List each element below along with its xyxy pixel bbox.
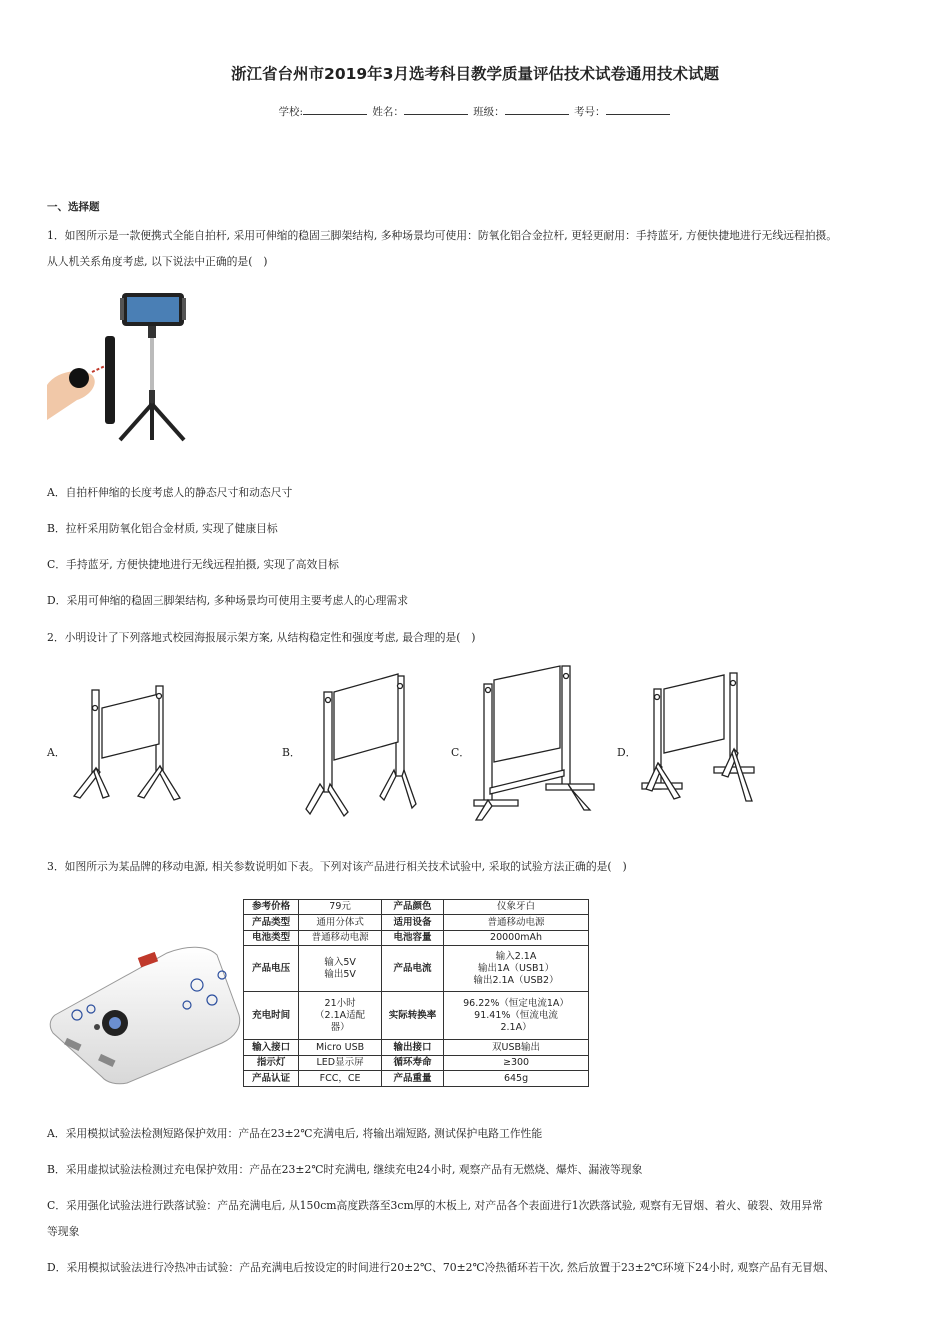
spec-value: ≥300	[444, 1055, 589, 1070]
spec-row	[244, 946, 589, 991]
q1-option-d[interactable]: D．采用可伸缩的稳固三脚架结构, 多种场景均可使用主要考虑人的心理需求	[47, 594, 409, 607]
spec-key: 电池容量	[381, 930, 443, 945]
spec-table	[243, 899, 589, 1087]
class-blank[interactable]	[505, 104, 569, 115]
spec-value: Micro USB	[299, 1040, 382, 1055]
spec-key: 实际转换率	[381, 991, 443, 1040]
school-label: 学校:	[278, 106, 303, 118]
selfie-stick-image	[47, 290, 192, 445]
spec-value: 输入5V 输出5V	[299, 946, 382, 991]
spec-key: 产品电流	[381, 946, 443, 991]
q3-option-c[interactable]: C．采用强化试验法进行跌落试验：产品充满电后, 从150cm高度跌落至3cm厚的木板上, 对产品各个表面进行1次跌落试验, 观察有无冒烟、着火、破裂、效用异常	[47, 1199, 823, 1212]
spec-value: 79元	[299, 900, 382, 915]
page-title: 浙江省台州市2019年3月选考科目教学质量评估技术试卷通用技术试题	[231, 65, 719, 83]
q1-stem-line1: 1．如图所示是一款便携式全能自拍杆, 采用可伸缩的稳固三脚架结构, 多种场景均可使用：防氧化铝合金拉杆, 更轻更耐用：手持蓝牙, 方便快捷地进行无线远程拍摄。	[47, 229, 838, 242]
q3-option-b[interactable]: B．采用虚拟试验法检测过充电保护效用：产品在23±2℃时充满电, 继续充电24小时, 观察产品有无燃烧、爆炸、漏液等现象	[47, 1163, 643, 1176]
spec-value: 输入2.1A 输出1A（USB1） 输出2.1A（USB2）	[444, 946, 589, 991]
stand-option-c	[468, 660, 600, 822]
q1-stem-line2: 从人机关系角度考虑, 以下说法中正确的是( )	[47, 255, 268, 268]
power-bank-body	[50, 947, 239, 1084]
spec-value: 通用分体式	[299, 915, 382, 930]
power-bank-image	[47, 945, 247, 1085]
q2-option-d-label[interactable]: D．	[617, 746, 637, 759]
spec-key: 参考价格	[244, 900, 299, 915]
q2-option-a-label[interactable]: A．	[47, 746, 66, 759]
q3-stem: 3．如图所示为某品牌的移动电源, 相关参数说明如下表。下列对该产品进行相关技术试验中, 采取的试验方法正确的是( )	[47, 860, 627, 873]
spec-value: 仪象牙白	[444, 900, 589, 915]
spec-value: 普通移动电源	[444, 915, 589, 930]
q2-stem: 2．小明设计了下列落地式校园海报展示架方案, 从结构稳定性和强度考虑, 最合理的是( )	[47, 631, 476, 644]
q3-option-d[interactable]: D．采用模拟试验法进行冷热冲击试验：产品充满电后按设定的时间进行20±2℃、70±2℃冷热循环若干次, 然后放置于23±2℃环境下24小时, 观察产品有无冒烟、	[47, 1261, 835, 1274]
spec-row	[244, 1071, 589, 1087]
q3-option-c-cont: 等现象	[47, 1225, 80, 1238]
spec-key: 循环寿命	[381, 1055, 443, 1070]
spec-key: 充电时间	[244, 991, 299, 1040]
q1-option-c[interactable]: C．手持蓝牙, 方便快捷地进行无线远程拍摄, 实现了高效目标	[47, 558, 339, 571]
spec-row	[244, 1055, 589, 1070]
folded-stick	[105, 336, 115, 424]
spec-value: 96.22%（恒定电流1A） 91.41%（恒流电流 2.1A）	[444, 991, 589, 1040]
bluetooth-remote	[69, 368, 89, 388]
spec-value: 20000mAh	[444, 930, 589, 945]
school-blank[interactable]	[303, 104, 367, 115]
spec-row	[244, 900, 589, 915]
spec-key: 输入接口	[244, 1040, 299, 1055]
stand-option-d	[632, 667, 757, 807]
exam-no-blank[interactable]	[606, 104, 670, 115]
spec-value: 645g	[444, 1071, 589, 1087]
spec-key: 产品认证	[244, 1071, 299, 1087]
q1-option-b[interactable]: B．拉杆采用防氧化铝合金材质, 实现了健康目标	[47, 522, 278, 535]
q2-option-b-label[interactable]: B．	[282, 746, 301, 759]
spec-key: 产品类型	[244, 915, 299, 930]
q2-option-c-label[interactable]: C．	[451, 746, 471, 759]
spec-row	[244, 915, 589, 930]
spec-value: LED显示屏	[299, 1055, 382, 1070]
phone-screen	[127, 297, 179, 322]
spec-key: 产品重量	[381, 1071, 443, 1087]
spec-row	[244, 991, 589, 1040]
q3-option-a[interactable]: A．采用模拟试验法检测短路保护效用：产品在23±2℃充满电后, 将输出端短路, 测试保护电路工作性能	[47, 1127, 543, 1140]
name-label: 姓名：	[372, 106, 404, 118]
q1-option-a[interactable]: A．自拍杆伸缩的长度考虑人的静态尺寸和动态尺寸	[47, 486, 293, 499]
spec-key: 产品电压	[244, 946, 299, 991]
spec-value: 双USB输出	[444, 1040, 589, 1055]
class-label: 班级：	[473, 106, 505, 118]
name-blank[interactable]	[404, 104, 468, 115]
stand-option-a	[64, 684, 189, 804]
spec-key: 指示灯	[244, 1055, 299, 1070]
spec-value: 21小时 （2.1A适配 器）	[299, 991, 382, 1040]
spec-row	[244, 1040, 589, 1055]
stand-option-b	[300, 664, 420, 822]
spec-key: 适用设备	[381, 915, 443, 930]
spec-value: 普通移动电源	[299, 930, 382, 945]
section-heading: 一、选择题	[47, 201, 100, 213]
exam-no-label: 考号：	[574, 106, 606, 118]
student-info	[0, 104, 950, 119]
spec-key: 输出接口	[381, 1040, 443, 1055]
spec-key: 产品颜色	[381, 900, 443, 915]
spec-key: 电池类型	[244, 930, 299, 945]
spec-row	[244, 930, 589, 945]
spec-value: FCC，CE	[299, 1071, 382, 1087]
